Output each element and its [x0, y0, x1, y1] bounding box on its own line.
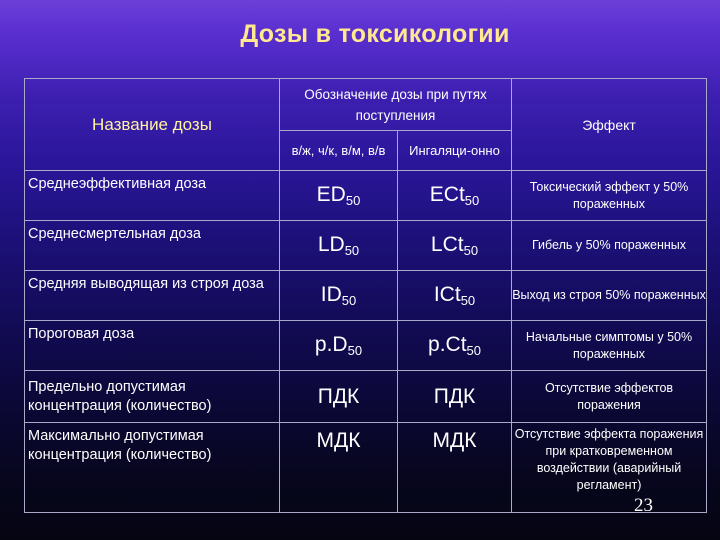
table-row: [25, 271, 707, 321]
table-row: [25, 171, 707, 221]
page-number: 23: [634, 495, 653, 516]
dose-name: Среднеэффективная доза: [25, 171, 280, 221]
dose-name: Максимально допустимая концентрация (количество): [25, 423, 280, 513]
oral-symbol: ПДК: [280, 371, 398, 423]
header-dose-name: Название дозы: [25, 79, 280, 171]
slide-title: Дозы в токсикологии: [240, 20, 510, 48]
table-row: [25, 321, 707, 371]
inhalation-symbol: LCt$_{50}$: [398, 221, 512, 271]
header-dose-designation: Обозначение дозы при путях поступления: [280, 79, 512, 131]
header-oral-routes: в/ж, ч/к, в/м, в/в: [280, 131, 398, 171]
dose-name: Пороговая доза: [25, 321, 280, 371]
effect-text: Начальные симптомы у 50% пораженных: [512, 321, 707, 371]
inhalation-symbol: МДК: [398, 423, 512, 513]
inhalation-symbol: ICt$_{50}$: [398, 271, 512, 321]
oral-symbol: $p.D_{50}$: [280, 321, 398, 371]
dose-name: Предельно допустимая концентрация (количество): [25, 371, 280, 423]
doses-table: [24, 78, 707, 513]
table-row: [25, 371, 707, 423]
header-effect: Эффект: [512, 79, 707, 171]
oral-symbol: $ID_{50}$: [280, 271, 398, 321]
table-row: [25, 221, 707, 271]
inhalation-symbol: ECt$_{50}$: [398, 171, 512, 221]
inhalation-symbol: $p.Ct_{50}$: [398, 321, 512, 371]
effect-text: Отсутствие эффекта поражения при кратковременном воздействии (аварийный регламент): [512, 423, 707, 513]
table-header-row: [25, 79, 707, 131]
oral-symbol: МДК: [280, 423, 398, 513]
effect-text: Токсический эффект у 50% пораженных: [512, 171, 707, 221]
header-inhalation: Ингаляци-онно: [398, 131, 512, 171]
inhalation-symbol: ПДК: [398, 371, 512, 423]
oral-symbol: $LD_{50}$: [280, 221, 398, 271]
dose-name: Средняя выводящая из строя доза: [25, 271, 280, 321]
dose-name: Среднесмертельная доза: [25, 221, 280, 271]
effect-text: Отсутствие эффектов поражения: [512, 371, 707, 423]
effect-text: Выход из строя 50% пораженных: [512, 271, 707, 321]
effect-text: Гибель у 50% пораженных: [512, 221, 707, 271]
table-row: [25, 423, 707, 513]
oral-symbol: $ED_{50}$: [280, 171, 398, 221]
